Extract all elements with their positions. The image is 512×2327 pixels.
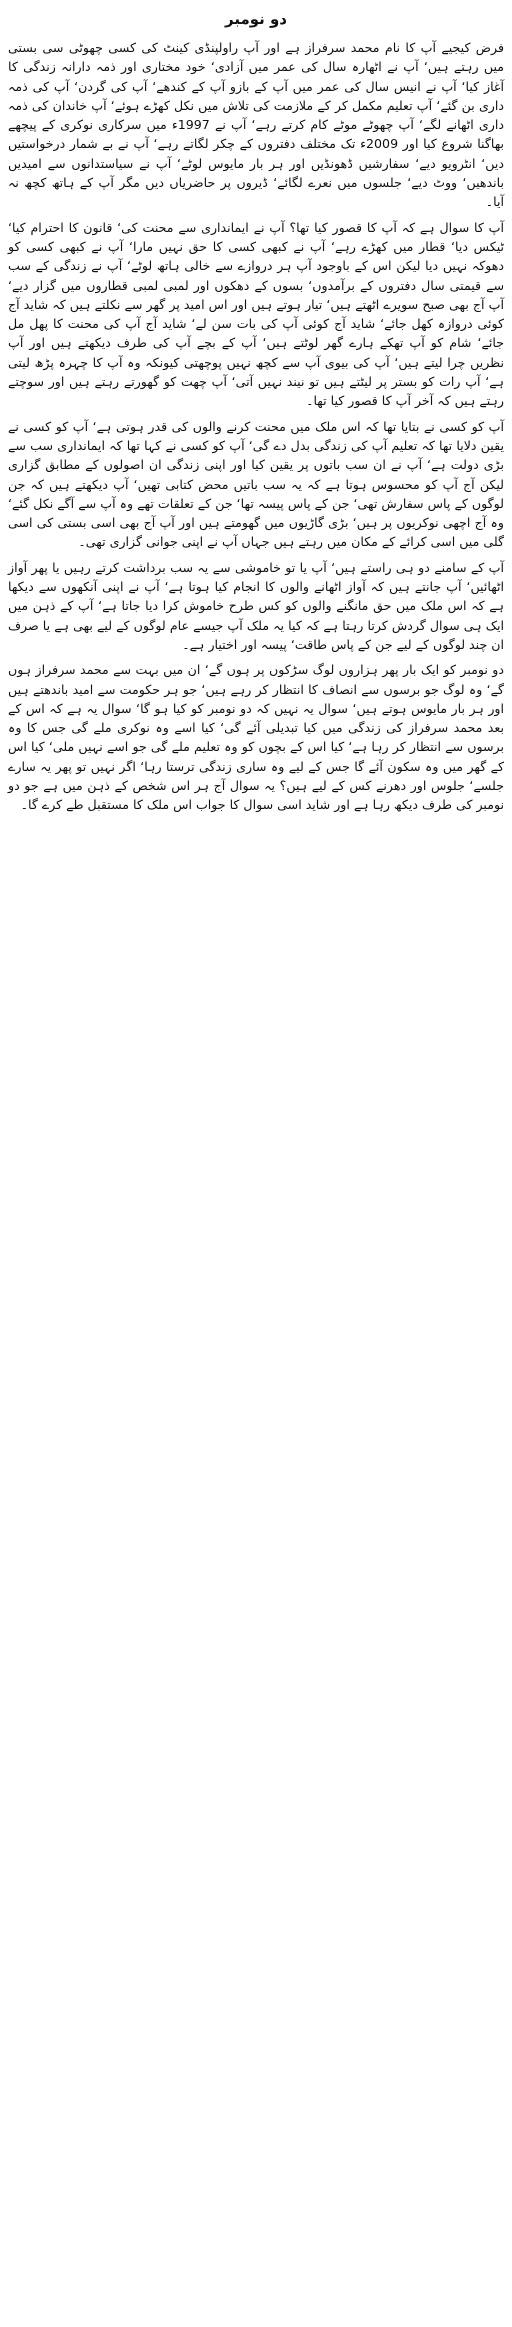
article-paragraph: آپ کے سامنے دو ہی راستے ہیں‘ آپ یا تو خاموشی سے یہ سب برداشت کرتے رہیں یا پھر آواز اٹھائیں‘ آپ جانتے ہیں کہ آواز اٹھانے والوں کا انجام کیا ہوتا ہے‘ آپ نے اپنی آنکھوں سے دیکھا ہے کہ اس ملک میں حق مانگنے والوں کو کس طرح خاموش کرا دیا جاتا ہے‘ آپ کے ذہن میں ایک ہی سوال گردش کرتا رہتا ہے کہ کیا یہ ملک آپ جیسے عام لوگوں کے لیے بھی ہے یا صرف ان چند لوگوں کے لیے جن کے پاس طاقت‘ پیسہ اور اختیار ہے۔ <box>8 559 504 652</box>
article-body <box>8 38 504 815</box>
article-paragraph: فرض کیجیے آپ کا نام محمد سرفراز ہے اور آپ راولپنڈی کینٹ کی کسی چھوٹی سی بستی میں رہتے ہیں‘ آپ نے اٹھارہ سال کی عمر میں آزادی‘ خود مختاری اور ذمہ دارانہ زندگی کا آغاز کیا‘ آپ نے انیس سال کی عمر میں آپ کے بازو آپ کے کندھے‘ آپ کی گردن‘ آپ کی ذمہ داری بن گئے‘ آپ تعلیم مکمل کر کے ملازمت کی تلاش میں نکل کھڑے ہوئے‘ آپ خاندان کی ذمہ داری اٹھانے لگے‘ آپ چھوٹے موٹے کام کرتے رہے‘ آپ نے 1997ء میں سرکاری نوکری کے پیچھے بھاگنا شروع کیا اور 2009ء تک مختلف دفتروں کے چکر لگاتے رہے‘ آپ نے بے شمار درخواستیں دیں‘ انٹرویو دیے‘ سفارشیں ڈھونڈیں اور ہر بار مایوس لوٹے‘ آپ نے سیاستدانوں سے امیدیں باندھیں‘ ووٹ دیے‘ جلسوں میں نعرے لگائے‘ ڈیروں پر حاضریاں دیں مگر آپ کے ہاتھ کچھ نہ آیا۔ <box>8 40 505 210</box>
article-paragraph: آپ کو کسی نے بتایا تھا کہ اس ملک میں محنت کرنے والوں کی قدر ہوتی ہے‘ آپ کو کسی نے یقین دلایا تھا کہ تعلیم آپ کی زندگی بدل دے گی‘ آپ کو کسی نے کہا تھا کہ ایمانداری سب سے بڑی دولت ہے‘ آپ نے ان سب باتوں پر یقین کیا اور اپنی زندگی ان اصولوں کے مطابق گزاری لیکن آج آپ کو محسوس ہوتا ہے کہ یہ سب باتیں محض کتابی تھیں‘ آپ دیکھتے ہیں کہ جن لوگوں کے پاس سفارش تھی‘ جن کے پاس پیسہ تھا‘ جن کے تعلقات تھے وہ آپ سے آگے نکل گئے‘ وہ آج اچھی نوکریوں پر ہیں‘ بڑی گاڑیوں میں گھومتے ہیں اور آپ آج بھی اسی بستی کی اسی گلی میں اسی کرائے کے مکان میں رہتے ہیں جہاں آپ نے اپنی جوانی گزاری تھی۔ <box>8 418 504 550</box>
article-paragraph: آپ کا سوال ہے کہ آپ کا قصور کیا تھا؟ آپ نے ایمانداری سے محنت کی‘ قانون کا احترام کیا‘ ٹیکس دیا‘ قطار میں کھڑے رہے‘ آپ نے کبھی کسی کا حق نہیں مارا‘ آپ نے کبھی کسی کو دھوکہ نہیں دیا لیکن اس کے باوجود آپ ہر دروازے سے خالی ہاتھ لوٹے‘ آپ نے زندگی کے سب سے قیمتی سال دفتروں کے برآمدوں‘ بسوں کے دھکوں اور لمبی لمبی قطاروں میں گزار دیے‘ آپ آج بھی صبح سویرے اٹھتے ہیں‘ تیار ہوتے ہیں اور اس امید پر گھر سے نکلتے ہیں کہ شاید آج کوئی دروازہ کھل جائے‘ شاید آج کوئی آپ کی بات سن لے‘ شاید آج آپ کی محنت کا پھل مل جائے‘ شام کو آپ تھکے ہارے گھر لوٹتے ہیں‘ آپ کے بچے آپ کی طرف دیکھتے ہیں اور آپ نظریں چرا لیتے ہیں‘ آپ کی بیوی آپ سے کچھ نہیں پوچھتی کیونکہ وہ آپ کا چہرہ پڑھ لیتی ہے‘ آپ رات کو بستر پر لیٹتے ہیں تو نیند نہیں آتی‘ آپ چھت کو گھورتے رہتے ہیں اور سوچتے رہتے ہیں کہ آخر آپ کا قصور کیا تھا۔ <box>8 219 504 409</box>
article-paragraph: دو نومبر کو ایک بار پھر ہزاروں لوگ سڑکوں پر ہوں گے‘ ان میں بہت سے محمد سرفراز ہوں گے‘ وہ لوگ جو برسوں سے انصاف کا انتظار کر رہے ہیں‘ جو ہر حکومت سے امید باندھتے ہیں اور ہر بار مایوس ہوتے ہیں‘ سوال یہ نہیں کہ دو نومبر کو کیا ہو گا‘ سوال یہ ہے کہ اس کے بعد محمد سرفراز کی زندگی میں کیا تبدیلی آئے گی‘ کیا اسے وہ نوکری ملے گی جس کا وہ برسوں سے انتظار کر رہا ہے‘ کیا اس کے بچوں کو وہ تعلیم ملے گی جو اسے نہیں ملی‘ کیا اس کے گھر میں وہ سکون آئے گا جس کے لیے وہ ساری زندگی ترستا رہا‘ اگر نہیں تو پھر یہ سارے جلسے‘ جلوس اور دھرنے کس کے لیے ہیں؟ یہ سوال آج ہر اس شخص کے ذہن میں ہے جو دو نومبر کی طرف دیکھ رہا ہے اور شاید اسی سوال کا جواب اس ملک کا مستقبل طے کرے گا۔ <box>8 662 504 813</box>
article-headline: دو نومبر <box>224 10 288 28</box>
